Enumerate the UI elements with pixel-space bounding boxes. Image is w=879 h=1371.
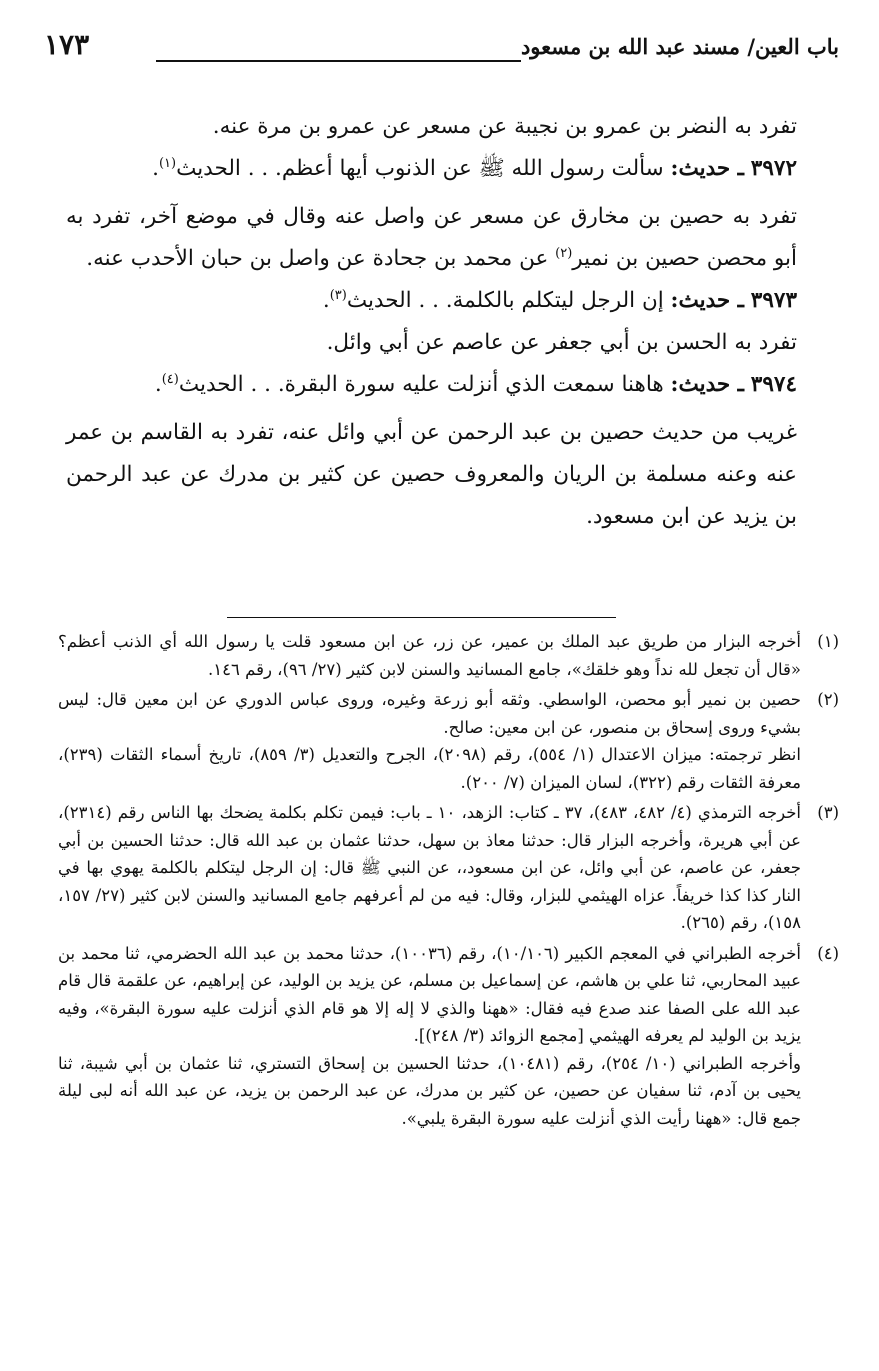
footnote-number: (١) bbox=[817, 632, 839, 651]
footnote-ref[interactable]: (٣) bbox=[329, 287, 347, 303]
hadith-3972: ٣٩٧٢ ـ حديث: سألت رسول الله ﷺ عن الذنوب أيها أعظم. . . الحديث$^{(١)}$. bbox=[152, 155, 797, 181]
footnote-number: (٢) bbox=[817, 690, 839, 709]
hadith-label: ـ حديث: bbox=[670, 156, 744, 181]
footnote-number: (٣) bbox=[817, 803, 839, 822]
footnote-separator bbox=[227, 617, 616, 618]
hadith-label: ـ حديث: bbox=[670, 288, 744, 313]
main-text bbox=[66, 106, 839, 538]
paragraph-note-3972: تفرد به حصين بن مخارق عن مسعر عن واصل عنه وقال في موضع آخر، تفرد به أبو محصن حصين بن نمير$^{(٢)}$ عن محمد بن جحادة عن واصل بن حبان الأحدب عنه. bbox=[66, 204, 797, 271]
footnotes bbox=[58, 628, 839, 1135]
hadith-number: ٣٩٧٢ bbox=[750, 156, 797, 181]
footnote-body: أخرجه البزار من طريق عبد الملك بن عمير، عن زر، عن ابن مسعود قلت يا رسول الله أي الذنب أعظم؟ «قال أن تجعل لله نداً وهو خلقك»، جامع المسانيد والسنن لابن كثير (٢٧/ ٩٦)، رقم ١٤٦. bbox=[58, 632, 801, 679]
footnote-1 bbox=[58, 628, 839, 683]
footnote-ref[interactable]: (١) bbox=[158, 155, 177, 171]
footnote-body: أخرجه الطبراني في المعجم الكبير (١٠/١٠٦)، رقم (١٠٠٣٦)، حدثنا محمد بن عبد الله الحضرمي، ثنا محمد بن عبيد المحاربي، ثنا علي بن هاشم، عن إسماعيل بن مسلم، عن يزيد بن الوليد، عن إبراهيم، عن علقمة قال قام عبد الله على الصفا عند صدع فيه فقال: «ههنا والذي لا إله إلا هو قام الذي أنزلت عليه سورة البقرة»، وفيه يزيد بن الوليد لم يعرفه الهيثمي [مجمع الزوائد (٣/ ٢٤٨)]. وأخرجه الطبراني (١٠/ ٢٥٤)، رقم (١٠٤٨١)، حدثنا الحسين بن إسحاق التستري، ثنا عثمان بن أبي شيبة، ثنا يحيى بن آدم، ثنا سفيان عن حصين، عن كثير بن مدرك، عن عبد الرحمن بن يزيد، عن عبد الله أنه لبى ليلة جمع قال: «ههنا رأيت الذي أنزلت عليه سورة البقرة يلبي». bbox=[58, 943, 801, 1128]
header-rule bbox=[156, 60, 521, 62]
hadith-number: ٣٩٧٣ bbox=[750, 288, 797, 313]
footnote-body: حصين بن نمير أبو محصن، الواسطي. وثقه أبو زرعة وغيره، وروى عباس الدوري عن ابن معين قال: ليس بشيء وروى إسحاق بن منصور، عن ابن معين: صالح. انظر ترجمته: ميزان الاعتدال (١/ ٥٥٤)، رقم (٢٠٩٨)، الجرح والتعديل (٣/ ٨٥٩)، تاريخ أسماء الثقات (٢٣٩)، معرفة الثقات رقم (٣٢٢)، لسان الميزان (٧/ ٢٠٠). bbox=[58, 690, 801, 792]
hadith-3973: ٣٩٧٣ ـ حديث: إن الرجل ليتكلم بالكلمة. . . الحديث$^{(٣)}$. bbox=[322, 287, 797, 313]
footnote-4 bbox=[58, 940, 839, 1133]
hadith-label: ـ حديث: bbox=[670, 372, 744, 397]
paragraph-note-3971: تفرد به النضر بن عمرو بن نجيبة عن مسعر عن عمرو بن مرة عنه. bbox=[212, 114, 797, 139]
footnote-ref[interactable]: (٢) bbox=[555, 245, 573, 261]
running-head: باب العين/ مسند عبد الله بن مسعود bbox=[520, 34, 839, 59]
hadith-number: ٣٩٧٤ bbox=[750, 372, 797, 397]
footnote-2 bbox=[58, 686, 839, 796]
page-header bbox=[44, 30, 839, 68]
paragraph-note-3974: غريب من حديث حصين بن عبد الرحمن عن أبي وائل عنه، تفرد به القاسم بن عمر عنه وعنه مسلمة بن الريان والمعروف حصين عن كثير بن مدرك عن عبد الرحمن بن يزيد عن ابن مسعود. bbox=[66, 420, 797, 529]
page-number: ١٧٣ bbox=[44, 28, 90, 61]
hadith-text: هاهنا سمعت الذي أنزلت عليه سورة البقرة. . . الحديث bbox=[178, 372, 671, 397]
hadith-text: سألت رسول الله ﷺ عن الذنوب أيها أعظم. . . الحديث bbox=[176, 156, 671, 181]
footnote-3 bbox=[58, 799, 839, 937]
footnote-ref[interactable]: (٤) bbox=[161, 371, 179, 387]
hadith-text: إن الرجل ليتكلم بالكلمة. . . الحديث bbox=[346, 288, 671, 313]
paragraph-note-3973: تفرد به الحسن بن أبي جعفر عن عاصم عن أبي وائل. bbox=[326, 330, 797, 355]
hadith-3974: ٣٩٧٤ ـ حديث: هاهنا سمعت الذي أنزلت عليه سورة البقرة. . . الحديث$^{(٤)}$. bbox=[154, 371, 797, 397]
footnote-number: (٤) bbox=[817, 943, 839, 963]
footnote-body: أخرجه الترمذي (٤/ ٤٨٢، ٤٨٣)، ٣٧ ـ كتاب: الزهد، ١٠ ـ باب: فيمن تكلم بكلمة يضحك بها الناس رقم (٢٣١٤)، عن أبي هريرة، وأخرجه البزار قال: حدثنا معاذ بن سهل، حدثنا عثمان بن عبد الله قال: حدثنا الحسين بن أبي جعفر، عن عاصم، عن أبي وائل، عن ابن مسعود،، عن النبي ﷺ قال: إن الرجل ليتكلم بالكلمة يهوي بها في النار كذا كذا خريفاً. عزاه الهيثمي للبزار، وقال: فيه من لم أعرفهم جامع المسانيد والسنن لابن كثير (٢٧/ ١٥٧، ١٥٨)، رقم (٢٦٥). bbox=[58, 803, 802, 932]
